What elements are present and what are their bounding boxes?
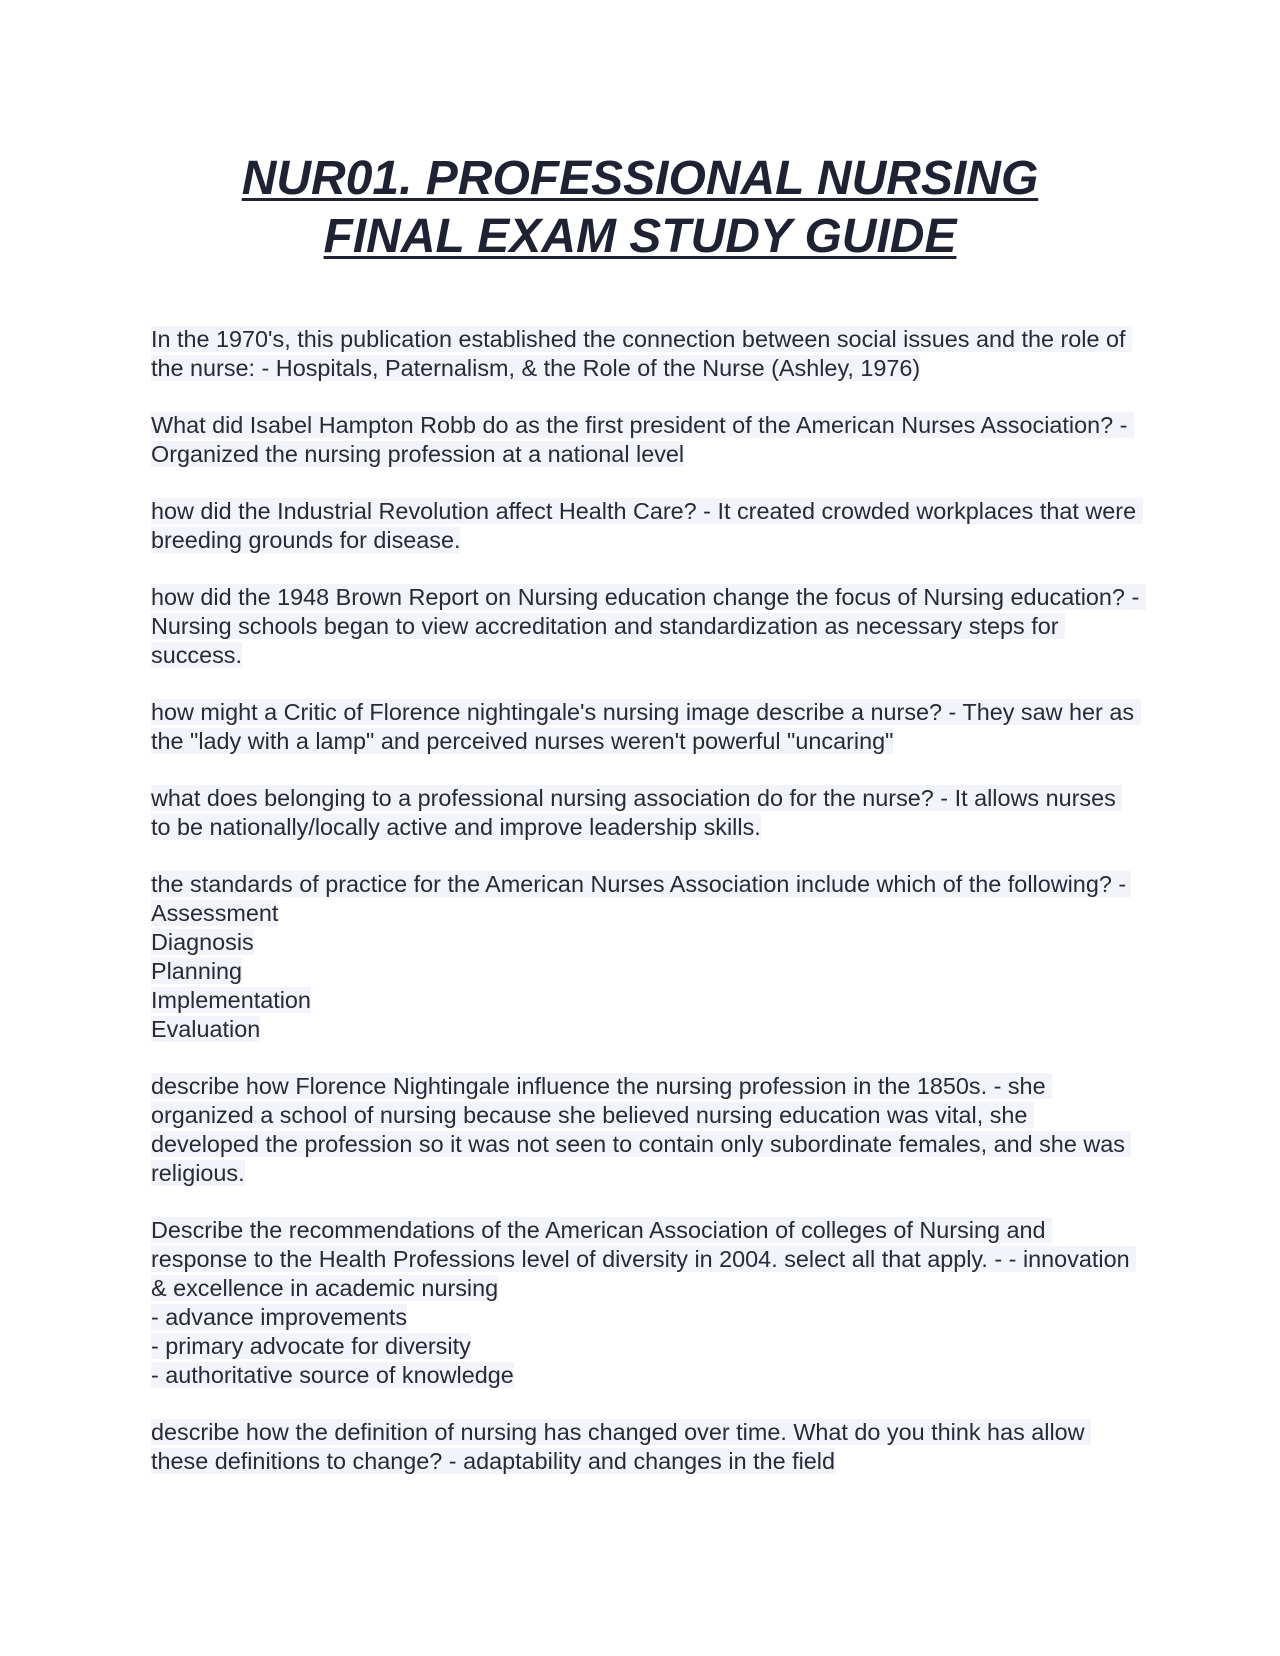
qa-text: how did the Industrial Revolution affect Health Care? - It created crowded workplaces that were breeding grounds for disease. — [151, 498, 1143, 553]
question-answer-item — [151, 497, 1141, 555]
study-guide-content — [151, 325, 1146, 1504]
title-line-1: NUR01. PROFESSIONAL NURSING — [241, 152, 1039, 205]
qa-text: what does belonging to a professional nursing association do for the nurse? - It allows nurses to be nationally/locally active and improve leadership skills. — [151, 785, 1123, 840]
question-answer-item — [151, 411, 1141, 469]
qa-text: how did the 1948 Brown Report on Nursing education change the focus of Nursing education? - Nursing schools began to view accreditation and standardization as necessary steps for success. — [151, 584, 1146, 668]
question-answer-item — [151, 1418, 1141, 1476]
qa-text: how might a Critic of Florence nightingale's nursing image describe a nurse? - They saw her as the "lady with a lamp" and perceived nurses weren't powerful "uncaring" — [151, 699, 1141, 754]
qa-text: Describe the recommendations of the American Association of colleges of Nursing and response to the Health Professions level of diversity in 2004. select all that apply. - - innovation & excellence in academic nursing - advance improvements - primary advocate for diversity - authoritative source of knowledge — [151, 1217, 1136, 1388]
question-answer-item — [151, 325, 1141, 383]
question-answer-item — [151, 784, 1141, 842]
question-answer-item — [151, 698, 1141, 756]
qa-text: describe how the definition of nursing has changed over time. What do you think has allow these definitions to change? - adaptability and changes in the field — [151, 1419, 1092, 1474]
document-title — [140, 150, 1140, 266]
title-line-2: FINAL EXAM STUDY GUIDE — [323, 210, 957, 263]
question-answer-item — [151, 1216, 1141, 1390]
qa-text: the standards of practice for the American Nurses Association include which of the following? - Assessment Diagnosis Planning Implementation Evaluation — [151, 871, 1131, 1042]
question-answer-item — [151, 1072, 1141, 1188]
qa-text: describe how Florence Nightingale influence the nursing profession in the 1850s. - she organized a school of nursing because she believed nursing education was vital, she developed the profession so it was not seen to contain only subordinate females, and she was religious. — [151, 1073, 1132, 1186]
question-answer-item — [151, 870, 1141, 1044]
question-answer-item — [151, 583, 1146, 670]
qa-text: In the 1970's, this publication established the connection between social issues and the role of the nurse: - Hospitals, Paternalism, & the Role of the Nurse (Ashley, 1976) — [151, 326, 1133, 381]
qa-text: What did Isabel Hampton Robb do as the first president of the American Nurses Association? - Organized the nursing profession at a national level — [151, 412, 1134, 467]
